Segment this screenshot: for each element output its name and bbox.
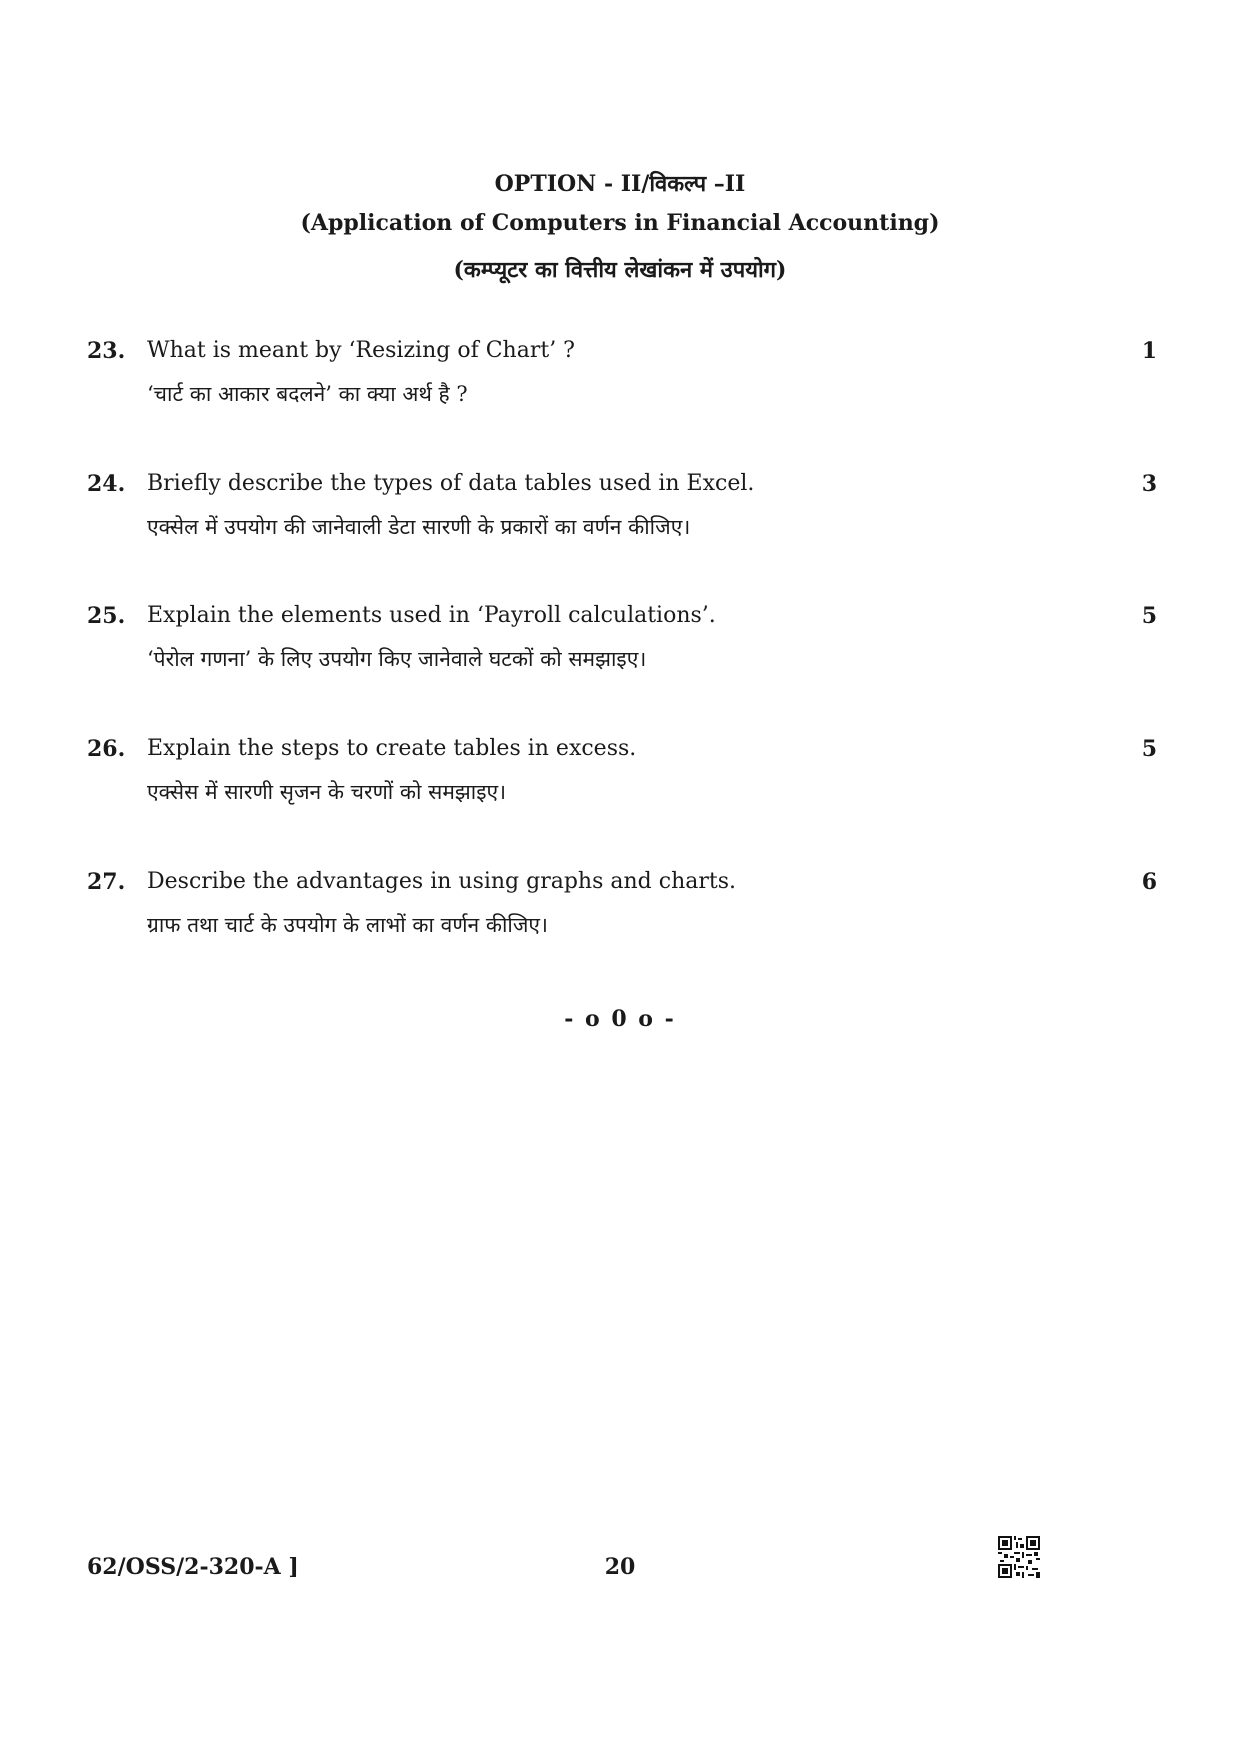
question-text-hindi: एक्सेस में सारणी सृजन के चरणों को समझाइए। (147, 780, 507, 804)
question-text-english: Explain the steps to create tables in excess. (147, 736, 637, 761)
end-of-paper-mark: - o 0 o - (564, 1006, 676, 1032)
question-text-hindi: ‘चार्ट का आकार बदलने’ का क्या अर्थ है ? (147, 382, 468, 406)
question-marks: 3 (1141, 471, 1157, 497)
question-text-english: Briefly describe the types of data tables used in Excel. (147, 471, 755, 496)
question-marks: 1 (1141, 338, 1157, 364)
question-text-english: Explain the elements used in ‘Payroll calculations’. (147, 603, 716, 628)
question-text-hindi: ग्राफ तथा चार्ट के उपयोग के लाभों का वर्णन कीजिए। (147, 913, 548, 937)
question-number: 24. (87, 471, 126, 497)
page-number: 20 (604, 1554, 636, 1580)
question-marks: 5 (1141, 736, 1157, 762)
question-text-hindi: ‘पेरोल गणना’ के लिए उपयोग किए जानेवाले घटकों को समझाइए। (147, 647, 647, 671)
question-text-english: What is meant by ‘Resizing of Chart’ ? (147, 338, 575, 363)
option-heading: OPTION - II/विकल्प –II (494, 171, 746, 197)
question-marks: 6 (1141, 869, 1157, 895)
paper-code: 62/OSS/2-320-A ] (87, 1554, 299, 1580)
subject-title-english: (Application of Computers in Financial Accounting) (300, 210, 940, 236)
question-number: 27. (87, 869, 126, 895)
question-text-hindi: एक्सेल में उपयोग की जानेवाली डेटा सारणी के प्रकारों का वर्णन कीजिए। (147, 515, 691, 539)
question-number: 26. (87, 736, 126, 762)
question-number: 25. (87, 603, 126, 629)
question-text-english: Describe the advantages in using graphs and charts. (147, 869, 736, 894)
question-number: 23. (87, 338, 126, 364)
qr-code-icon (998, 1536, 1040, 1578)
question-marks: 5 (1141, 603, 1157, 629)
subject-title-hindi: (कम्प्यूटर का वित्तीय लेखांकन में उपयोग) (453, 257, 787, 283)
